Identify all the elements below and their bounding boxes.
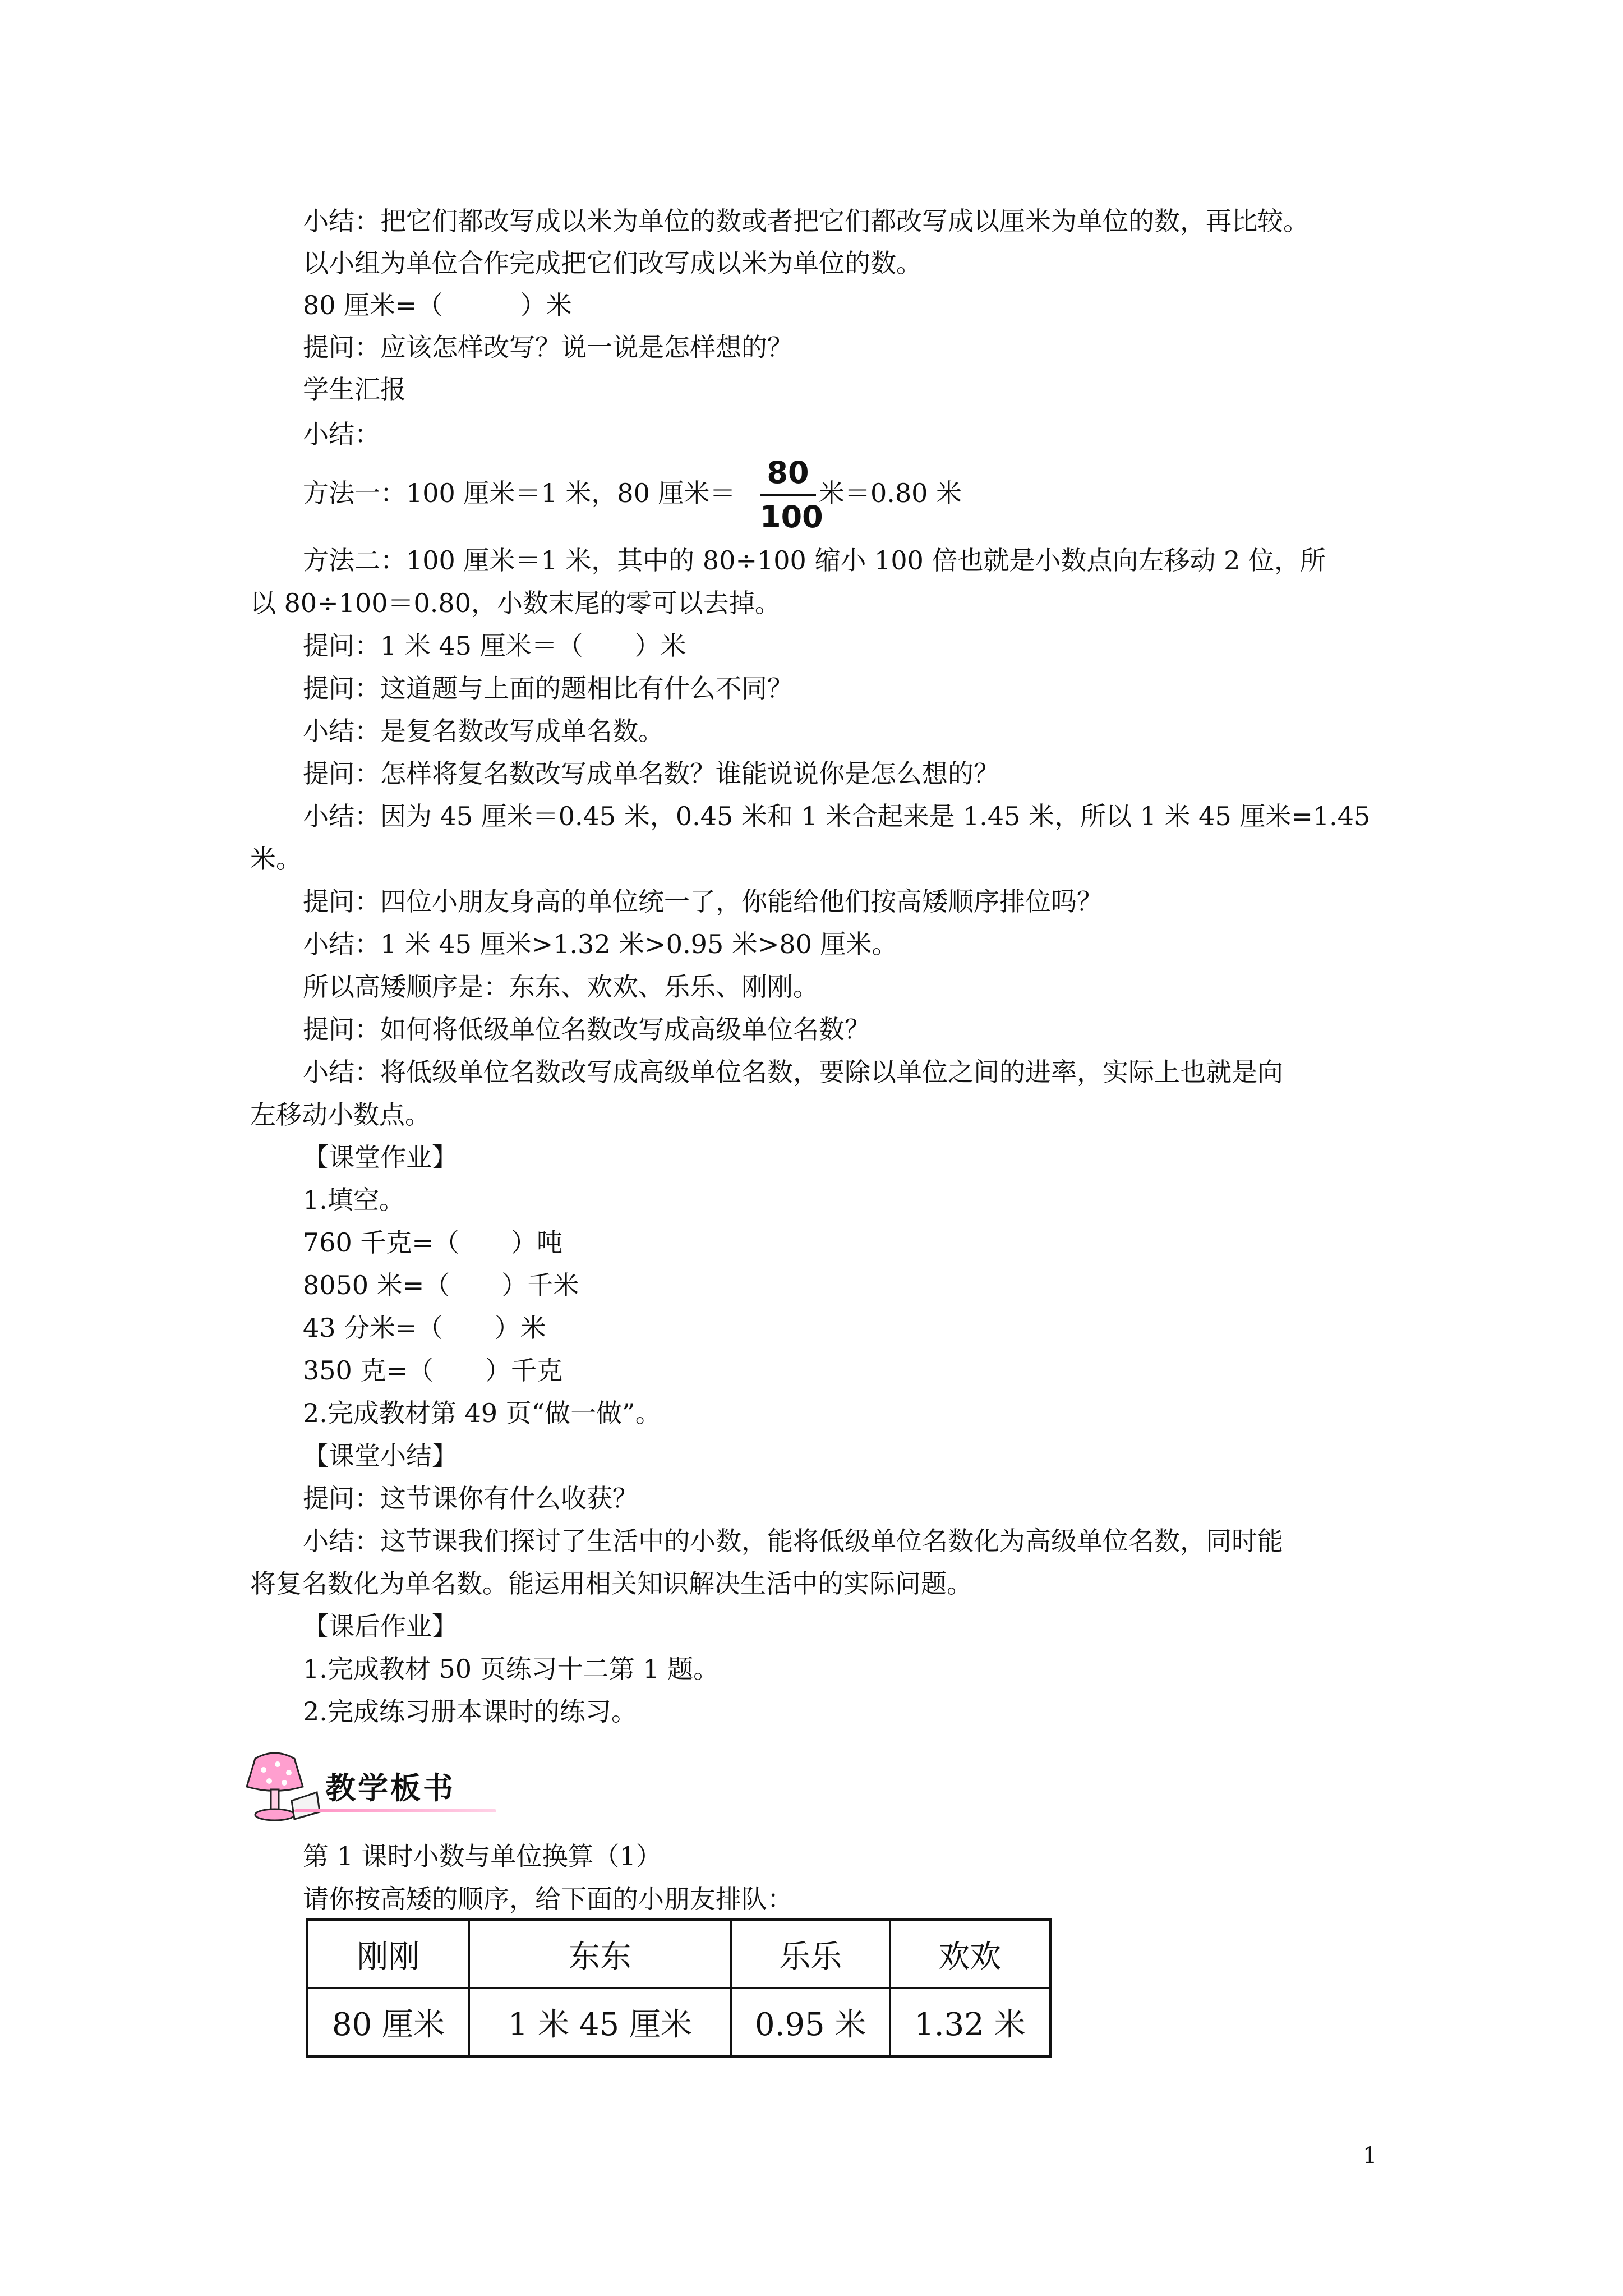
board-prompt: 请你按高矮的顺序，给下面的小朋友排队： (303, 1884, 793, 1914)
summary-line: 小结：1 米 45 厘米>1.32 米>0.95 米>80 厘米。 (303, 929, 898, 959)
text-line: 左移动小数点。 (250, 1099, 431, 1130)
table-row (307, 1989, 1050, 2057)
fill-blank-line: 80 厘米=（ ）米 (303, 290, 572, 320)
table-cell-height: 1 米 45 厘米 (469, 1989, 731, 2057)
summary-line: 小结：因为 45 厘米＝0.45 米，0.45 米和 1 米合起来是 1.45 米，所以 1 米 45 厘米=1.45 (303, 801, 1371, 831)
exercise-line: 1.填空。 (303, 1185, 405, 1215)
summary-line: 小结：把它们都改写成以米为单位的数或者把它们都改写成以厘米为单位的数，再比较。 (303, 206, 1309, 236)
table-cell-name: 东东 (469, 1920, 731, 1989)
question-line: 提问：怎样将复名数改写成单名数？谁能说说你是怎么想的？ (303, 758, 999, 789)
table-cell-height: 0.95 米 (731, 1989, 890, 2057)
question-line: 提问：应该怎样改写？说一说是怎样想的？ (303, 332, 793, 362)
fraction-numerator: 80 (767, 455, 809, 490)
text-line: 以小组为单位合作完成把它们改写成以米为单位的数。 (303, 248, 922, 278)
question-line: 提问：1 米 45 厘米＝（ ）米 (303, 631, 686, 661)
text-line: 米。 (250, 844, 302, 874)
method-one-rest: 米＝0.80 米 (819, 478, 962, 508)
banner-title: 教学板书 (325, 1770, 455, 1806)
fraction-denominator: 100 (760, 499, 823, 535)
text-line: 所以高矮顺序是：东东、欢欢、乐乐、刚刚。 (303, 972, 819, 1002)
question-line: 提问：这节课你有什么收获？ (303, 1483, 638, 1513)
summary-line: 小结： (303, 419, 380, 449)
lamp-icon (233, 1747, 322, 1826)
method-one-lead: 方法一：100 厘米＝1 米，80 厘米＝ (303, 478, 736, 508)
text-line: 以 80÷100＝0.80，小数末尾的零可以去掉。 (250, 588, 781, 618)
table-cell-height: 80 厘米 (307, 1989, 469, 2057)
text-line: 学生汇报 (303, 374, 406, 404)
table-cell-name: 乐乐 (731, 1920, 890, 1989)
table-cell-name: 欢欢 (890, 1920, 1050, 1989)
text-line: 将复名数化为单名数。能运用相关知识解决生活中的实际问题。 (250, 1568, 972, 1599)
method-two-line: 方法二：100 厘米＝1 米，其中的 80÷100 缩小 100 倍也就是小数点向左移动 2 位，所 (303, 545, 1326, 576)
fill-blank-line: 8050 米=（ ）千米 (303, 1270, 579, 1300)
section-heading: 【课堂作业】 (303, 1142, 458, 1172)
question-line: 提问：如何将低级单位名数改写成高级单位名数？ (303, 1014, 870, 1045)
exercise-line: 2.完成教材第 49 页“做一做”。 (303, 1398, 661, 1428)
fill-blank-line: 760 千克=（ ）吨 (303, 1227, 562, 1258)
table-cell-name: 刚刚 (307, 1920, 469, 1989)
fill-blank-line: 350 克=（ ）千克 (303, 1355, 562, 1386)
exercise-line: 1.完成教材 50 页练习十二第 1 题。 (303, 1654, 720, 1684)
summary-line: 小结：将低级单位名数改写成高级单位名数，要除以单位之间的进率，实际上也就是向 (303, 1057, 1283, 1087)
exercise-line: 2.完成练习册本课时的练习。 (303, 1696, 637, 1727)
table-row (307, 1920, 1050, 1989)
section-heading: 【课后作业】 (303, 1611, 458, 1641)
page-number: 1 (1363, 2143, 1377, 2169)
board-title: 第 1 课时小数与单位换算（1） (303, 1841, 662, 1871)
board-section-banner (233, 1747, 496, 1826)
fill-blank-line: 43 分米=（ ）米 (303, 1313, 546, 1343)
fraction (760, 453, 823, 537)
height-table (306, 1918, 1052, 2058)
table-cell-height: 1.32 米 (890, 1989, 1050, 2057)
question-line: 提问：四位小朋友身高的单位统一了，你能给他们按高矮顺序排位吗？ (303, 886, 1103, 917)
fraction-bar (760, 494, 816, 496)
section-heading: 【课堂小结】 (303, 1441, 458, 1471)
summary-line: 小结：是复名数改写成单名数。 (303, 716, 664, 746)
summary-line: 小结：这节课我们探讨了生活中的小数，能将低级单位名数化为高级单位名数，同时能 (303, 1526, 1283, 1556)
banner-underline (294, 1809, 496, 1812)
question-line: 提问：这道题与上面的题相比有什么不同？ (303, 673, 793, 703)
